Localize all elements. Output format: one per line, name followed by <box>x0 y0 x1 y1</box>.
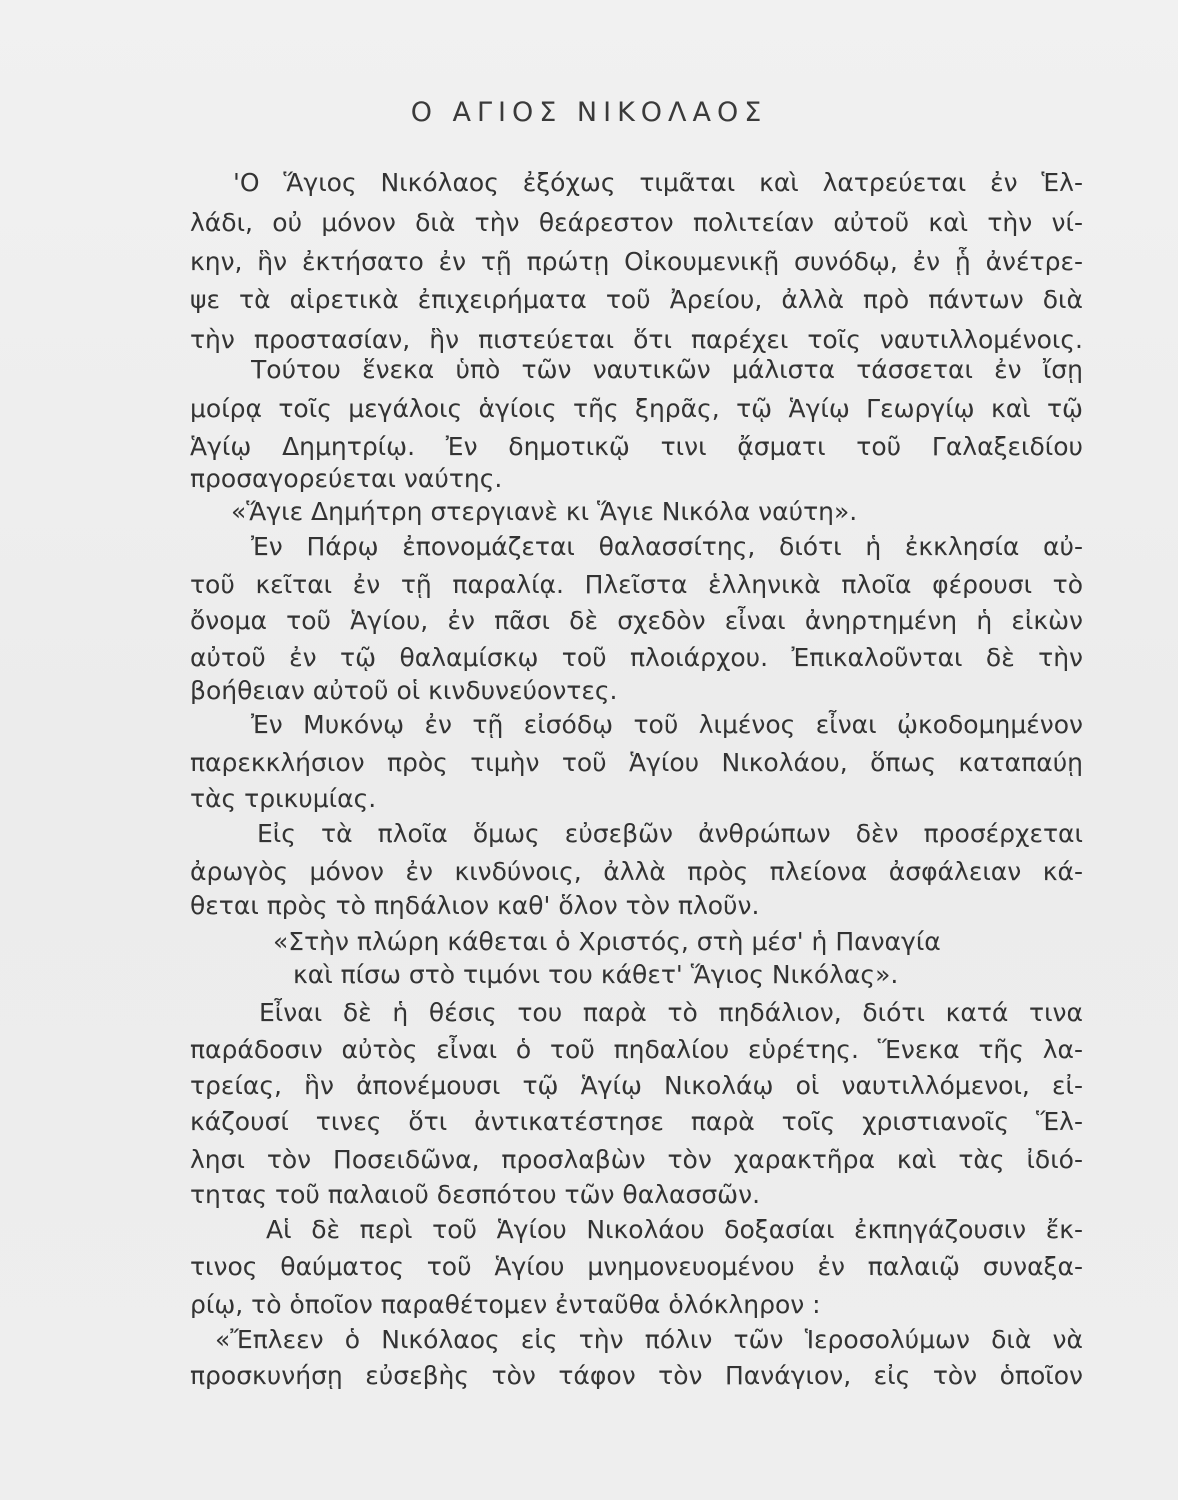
text-line: τινος θαύματος τοῦ Ἁγίου μνημονευομένου ἐν παλαιῷ συναξα- <box>190 1252 1083 1281</box>
text-line: προσκυνήσῃ εὐσεβὴς τὸν τάφον τὸν Πανάγιον, εἰς τὸν ὁποῖον <box>190 1361 1083 1390</box>
text-line: ψε τὰ αἱρετικὰ ἐπιχειρήματα τοῦ Ἀρείου, ἀλλὰ πρὸ πάντων διὰ <box>190 285 1083 314</box>
text-line: κην, ἣν ἐκτήσατο ἐν τῇ πρώτῃ Οἰκουμενικῇ συνόδῳ, ἐν ᾗ ἀνέτρε- <box>190 247 1083 276</box>
text-line: Ἐν Πάρῳ ἐπονομάζεται θαλασσίτης, διότι ἡ ἐκκλησία αὐ- <box>251 532 1083 561</box>
text-line: Αἱ δὲ περὶ τοῦ Ἁγίου Νικολάου δοξασίαι ἐκπηγάζουσιν ἔκ- <box>266 1215 1083 1244</box>
text-line: παρεκκλήσιον πρὸς τιμὴν τοῦ Ἁγίου Νικολάου, ὅπως καταπαύῃ <box>190 748 1083 777</box>
text-line: ἀρωγὸς μόνον ἐν κινδύνοις, ἀλλὰ πρὸς πλείονα ἀσφάλειαν κά- <box>190 857 1083 886</box>
verse-line: καὶ πίσω στὸ τιμόνι του κάθετ' Ἅγιος Νικόλας». <box>293 960 899 989</box>
text-line: τὰς τρικυμίας. <box>190 784 377 813</box>
text-line: θεται πρὸς τὸ πηδάλιον καθ' ὅλον τὸν πλοῦν. <box>190 891 760 920</box>
text-line: κάζουσί τινες ὅτι ἀντικατέστησε παρὰ τοῖς χριστιανοῖς Ἕλ- <box>190 1107 1083 1136</box>
text-line: λησι τὸν Ποσειδῶνα, προσλαβὼν τὸν χαρακτῆρα καὶ τὰς ἰδιό- <box>190 1145 1083 1174</box>
text-line: Εἰς τὰ πλοῖα ὅμως εὐσεβῶν ἀνθρώπων δὲν προσέρχεται <box>257 819 1083 848</box>
text-line: Ἐν Μυκόνῳ ἐν τῇ εἰσόδῳ τοῦ λιμένος εἶναι ᾠκοδομημένον <box>251 710 1083 739</box>
text-line: λάδι, οὐ μόνον διὰ τὴν θεάρεστον πολιτείαν αὐτοῦ καὶ τὴν νί- <box>190 208 1083 237</box>
text-line: 'Ο Ἅγιος Νικόλαος ἐξόχως τιμᾶται καὶ λατρεύεται ἐν Ἑλ- <box>233 168 1083 197</box>
text-line: «Ἔπλεεν ὁ Νικόλαος εἰς τὴν πόλιν τῶν Ἱεροσολύμων διὰ νὰ <box>215 1325 1083 1354</box>
text-line: τοῦ κεῖται ἐν τῇ παραλίᾳ. Πλεῖστα ἑλληνικὰ πλοῖα φέρουσι τὸ <box>190 570 1083 599</box>
text-line: παράδοσιν αὐτὸς εἶναι ὁ τοῦ πηδαλίου εὑρέτης. Ἕνεκα τῆς λα- <box>190 1035 1083 1064</box>
text-line: Ἁγίῳ Δημητρίῳ. Ἐν δημοτικῷ τινι ᾄσματι τοῦ Γαλαξειδίου <box>190 432 1083 461</box>
text-line: βοήθειαν αὐτοῦ οἱ κινδυνεύοντες. <box>190 676 618 705</box>
text-line: Τούτου ἕνεκα ὑπὸ τῶν ναυτικῶν μάλιστα τάσσεται ἐν ἴσῃ <box>251 355 1083 384</box>
text-line: τρείας, ἣν ἀπονέμουσι τῷ Ἁγίῳ Νικολάῳ οἱ ναυτιλλόμενοι, εἰ- <box>190 1071 1083 1100</box>
text-line: ὄνομα τοῦ Ἁγίου, ἐν πᾶσι δὲ σχεδὸν εἶναι ἀνηρτημένη ἡ εἰκὼν <box>190 606 1083 635</box>
text-line: τητας τοῦ παλαιοῦ δεσπότου τῶν θαλασσῶν. <box>190 1180 761 1209</box>
text-line: τὴν προστασίαν, ἣν πιστεύεται ὅτι παρέχει τοῖς ναυτιλλομένοις. <box>190 325 1083 354</box>
text-line: Εἶναι δὲ ἡ θέσις του παρὰ τὸ πηδάλιον, διότι κατά τινα <box>259 998 1083 1027</box>
verse-line: «Ἅγιε Δημήτρη στεργιανὲ κι Ἅγιε Νικόλα ναύτη». <box>231 497 858 526</box>
text-line: μοίρᾳ τοῖς μεγάλοις ἁγίοις τῆς ξηρᾶς, τῷ Ἁγίῳ Γεωργίῳ καὶ τῷ <box>190 394 1083 423</box>
verse-line: «Στὴν πλώρη κάθεται ὁ Χριστός, στὴ μέσ' ἡ Παναγία <box>273 927 941 956</box>
text-line: αὐτοῦ ἐν τῷ θαλαμίσκῳ τοῦ πλοιάρχου. Ἐπικαλοῦνται δὲ τὴν <box>190 643 1083 672</box>
text-line: προσαγορεύεται ναύτης. <box>190 464 503 493</box>
text-line: ρίῳ, τὸ ὁποῖον παραθέτομεν ἐνταῦθα ὁλόκληρον : <box>190 1290 821 1319</box>
page-title: Ο ΑΓΙΟΣ ΝΙΚΟΛΑΟΣ <box>410 97 768 128</box>
